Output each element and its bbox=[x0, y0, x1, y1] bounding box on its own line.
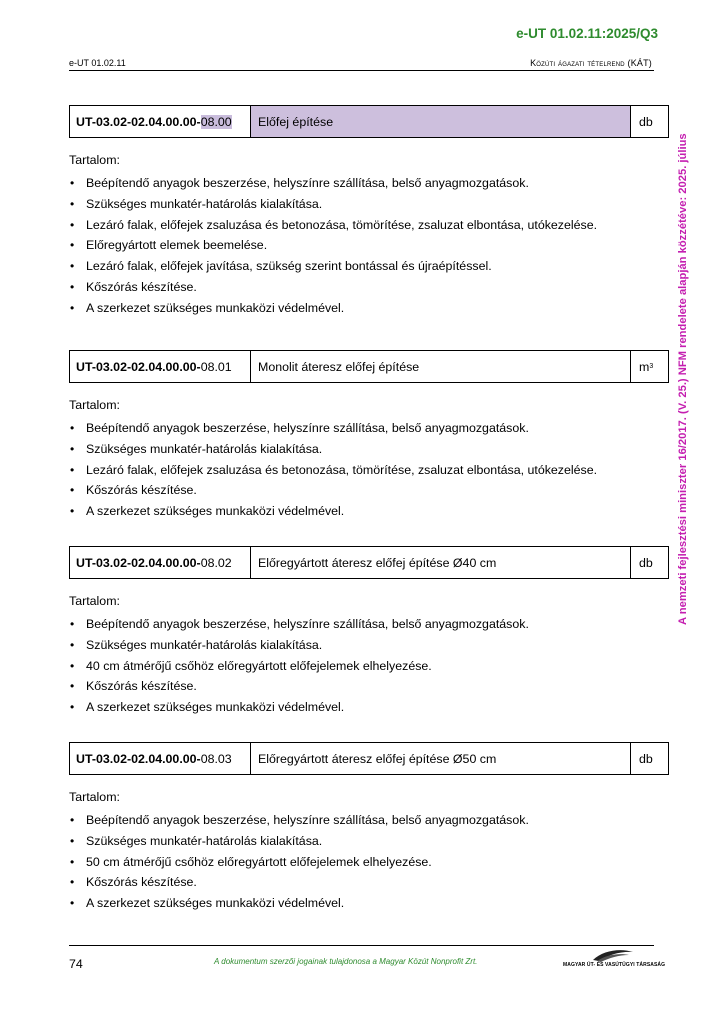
list-item: • Lezáró falak, előfejek zsaluzása és betonozása, tömörítése, zsaluzat elbontása, utókezelése. bbox=[69, 215, 669, 236]
list-item: • Szükséges munkatér-határolás kialakítása. bbox=[69, 194, 669, 215]
item-unit-cell: db bbox=[639, 555, 653, 570]
item-unit-cell bbox=[631, 351, 668, 382]
list-item: • A szerkezet szükséges munkaközi védelmével. bbox=[69, 893, 669, 914]
item-code-cell bbox=[70, 106, 251, 137]
content-label: Tartalom: bbox=[69, 153, 120, 167]
item-08-01 bbox=[69, 350, 669, 522]
item-title-cell: Előfej építése bbox=[251, 106, 631, 137]
unit-superscript: 3 bbox=[649, 363, 654, 370]
list-item: • Szükséges munkatér-határolás kialakítása. bbox=[69, 439, 669, 460]
header-left-text: e-UT 01.02.11 bbox=[69, 58, 126, 68]
copyright-note: A dokumentum szerzői jogainak tulajdonosa a Magyar Közút Nonprofit Zrt. bbox=[214, 957, 478, 966]
logo-caption: MAGYAR ÚT- ÉS VASÚTÜGYI TÁRSASÁG bbox=[563, 962, 666, 968]
item-code-suffix: 08.01 bbox=[200, 359, 232, 374]
item-code-cell bbox=[70, 351, 251, 382]
item-code-prefix: UT-03.02-02.04.00.00- bbox=[76, 751, 201, 766]
item-title-cell: Monolit áteresz előfej építése bbox=[251, 351, 631, 382]
content-label: Tartalom: bbox=[69, 398, 120, 412]
item-title-cell: Előregyártott áteresz előfej építése Ø50 cm bbox=[251, 743, 631, 774]
item-code-prefix: UT-03.02-02.04.00.00- bbox=[76, 555, 201, 570]
list-item: • Kőszórás készítése. bbox=[69, 676, 669, 697]
item-code-suffix: 08.03 bbox=[200, 751, 232, 766]
item-code-cell bbox=[70, 547, 251, 578]
content-list bbox=[69, 614, 669, 718]
list-item: • Kőszórás készítése. bbox=[69, 872, 669, 893]
item-code-prefix: UT-03.02-02.04.00.00- bbox=[76, 359, 201, 374]
content-label: Tartalom: bbox=[69, 790, 120, 804]
item-header-table bbox=[69, 546, 669, 579]
side-publication-note: A nemzeti fejlesztési miniszter 16/2017. (V. 25.) NFM rendelete alapján közzétéve: 2025. július bbox=[677, 133, 689, 625]
list-item: • Lezáró falak, előfejek javítása, szükség szerint bontással és újraépítéssel. bbox=[69, 256, 669, 277]
item-unit-cell: db bbox=[639, 751, 653, 766]
item-08-02 bbox=[69, 546, 669, 718]
item-code-suffix: 08.02 bbox=[200, 555, 232, 570]
item-title-cell: Előregyártott áteresz előfej építése Ø40 cm bbox=[251, 547, 631, 578]
header-right-text: Közúti ágazati tételrend (KÁT) bbox=[530, 58, 652, 68]
list-item: • Beépítendő anyagok beszerzése, helyszínre szállítása, belső anyagmozgatások. bbox=[69, 810, 669, 831]
list-item: • Beépítendő anyagok beszerzése, helyszínre szállítása, belső anyagmozgatások. bbox=[69, 173, 669, 194]
item-code-cell bbox=[70, 743, 251, 774]
list-item: • Szükséges munkatér-határolás kialakítása. bbox=[69, 831, 669, 852]
list-item: • A szerkezet szükséges munkaközi védelmével. bbox=[69, 501, 669, 522]
list-item: • Beépítendő anyagok beszerzése, helyszínre szállítása, belső anyagmozgatások. bbox=[69, 614, 669, 635]
list-item: • A szerkezet szükséges munkaközi védelmével. bbox=[69, 298, 669, 319]
list-item: • Beépítendő anyagok beszerzése, helyszínre szállítása, belső anyagmozgatások. bbox=[69, 418, 669, 439]
item-header-table bbox=[69, 742, 669, 775]
content-label: Tartalom: bbox=[69, 594, 120, 608]
unit-text: m bbox=[639, 359, 650, 374]
footer-divider bbox=[69, 945, 654, 946]
content-list bbox=[69, 173, 669, 319]
list-item: • Kőszórás készítése. bbox=[69, 277, 669, 298]
content-list bbox=[69, 418, 669, 522]
list-item: • 50 cm átmérőjű csőhöz előregyártott előfejelemek elhelyezése. bbox=[69, 852, 669, 873]
item-08-03 bbox=[69, 742, 669, 914]
list-item: • A szerkezet szükséges munkaközi védelmével. bbox=[69, 697, 669, 718]
content-list bbox=[69, 810, 669, 914]
page-number: 74 bbox=[69, 957, 83, 971]
society-logo-icon bbox=[563, 948, 655, 972]
item-header-table bbox=[69, 350, 669, 383]
list-item: • Lezáró falak, előfejek zsaluzása és betonozása, tömörítése, zsaluzat elbontása, utókezelése. bbox=[69, 460, 669, 481]
header-divider bbox=[69, 70, 654, 71]
item-header-table bbox=[69, 105, 669, 138]
document-code: e-UT 01.02.11:2025/Q3 bbox=[516, 26, 658, 41]
list-item: • Kőszórás készítése. bbox=[69, 480, 669, 501]
list-item: • Előregyártott elemek beemelése. bbox=[69, 235, 669, 256]
item-08-00 bbox=[69, 105, 669, 319]
item-unit-cell: db bbox=[639, 114, 653, 129]
item-code-prefix: UT-03.02-02.04.00.00- bbox=[76, 114, 201, 129]
item-code-suffix: 08.00 bbox=[200, 114, 232, 129]
list-item: • 40 cm átmérőjű csőhöz előregyártott előfejelemek elhelyezése. bbox=[69, 656, 669, 677]
list-item: • Szükséges munkatér-határolás kialakítása. bbox=[69, 635, 669, 656]
